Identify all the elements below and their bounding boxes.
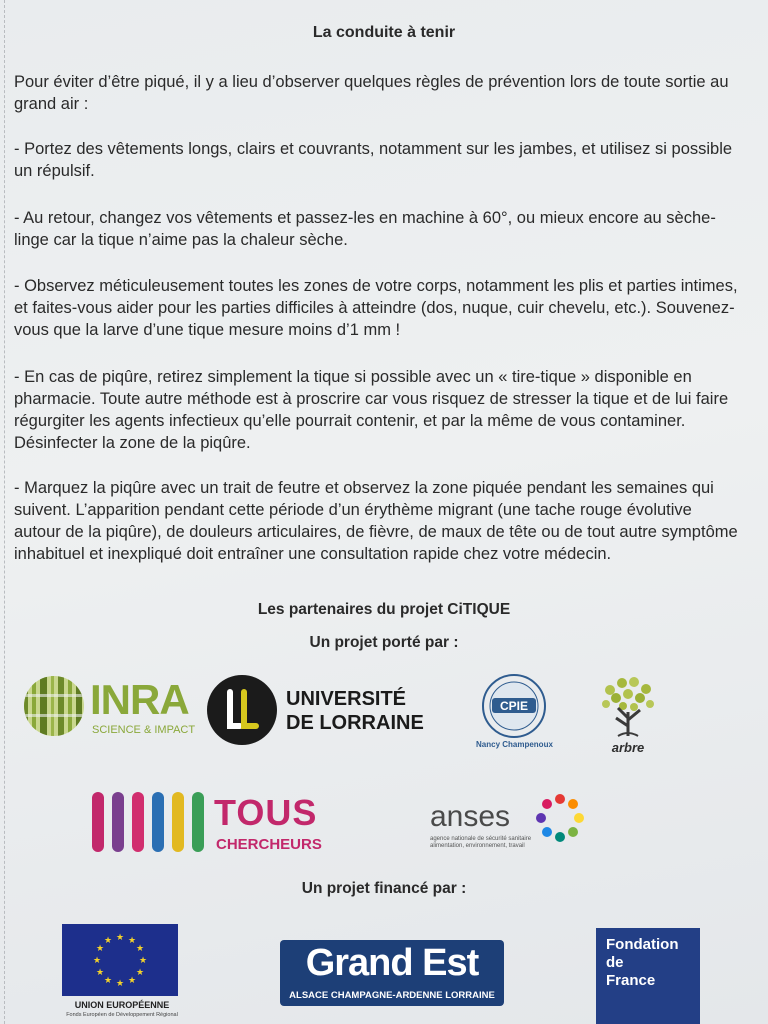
paragraph-inspection: - Observez méticuleusement toutes les zones de votre corps, notamment les plis et parties intimes, et faites-vous aider pour les parties difficiles à atteindre (dos, nuque, cuir chevelu, etc.). Souvenez-vous que la larve d’une tique mesure moins d’1 mm !: [14, 277, 738, 339]
arbre-logo: [596, 674, 660, 758]
anses-tagline1: agence nationale de sécurité sanitaire: [430, 836, 532, 842]
funded-heading: Un projet financé par :: [301, 880, 467, 897]
svg-text:★: ★: [135, 944, 145, 954]
fold-line: [4, 0, 5, 1024]
paragraph-return: - Au retour, changez vos vêtements et passez-les en machine à 60°, ou mieux encore au sèche-linge car la tique n’aime pas la chaleur sèche.: [14, 209, 716, 249]
anses-name: anses: [430, 800, 511, 833]
svg-text:★: ★: [95, 968, 105, 978]
svg-text:★: ★: [115, 979, 125, 989]
page-title: La conduite à tenir: [312, 24, 456, 41]
svg-text:★: ★: [95, 944, 105, 954]
paragraph-bite: - En cas de piqûre, retirez simplement la tique si possible avec un « tire-tique » disponible en pharmacie. Toute autre méthode est à proscrire car vous risquez de stresser la tique et de lui faire régurgiter les agents infectieux qu’elle pourrait contenir, et par la même de vous contaminer. Désinfecter la zone de la piqûre.: [14, 368, 729, 452]
ul-line2: DE LORRAINE: [286, 712, 424, 734]
anses-tagline2: alimentation, environnement, travail: [430, 843, 525, 849]
eu-name: UNION EUROPÉENNE: [74, 1000, 170, 1010]
tree-icon: [596, 674, 660, 740]
grandest-name: Grand Est: [305, 942, 479, 984]
test-tubes-icon: [90, 790, 206, 856]
cpie-logo: [476, 674, 553, 752]
tous-line1: TOUS: [214, 792, 318, 833]
eu-flag-icon: [62, 924, 178, 996]
paragraph-follow-up: - Marquez la piqûre avec un trait de feutre et observez la zone piquée pendant les semaines qui suivent. L’apparition pendant cette période d’un érythème migrant (une tache rouge évolutive autour de la piqûre), de douleurs articulaires, de fièvre, de maux de tête ou de tout autre symptôme inhabituel et inexpliqué doit entraîner une consultation rapide chez votre médecin.: [14, 479, 738, 563]
fondation-de-france-logo: [596, 928, 700, 1024]
paragraph-intro: Pour éviter d’être piqué, il y a lieu d’observer quelques règles de prévention lors de toute sortie au grand air :: [14, 73, 729, 113]
svg-text:★: ★: [103, 976, 113, 986]
tous-line2: CHERCHEURS: [216, 836, 322, 853]
ul-emblem-icon: [206, 674, 278, 746]
fondation-line3: France: [606, 972, 656, 989]
universite-de-lorraine-logo: [206, 674, 424, 746]
ul-line1: UNIVERSITÉ: [286, 688, 407, 710]
anses-logo: [430, 790, 590, 850]
svg-text:★: ★: [103, 936, 113, 946]
fondation-line2: de: [606, 954, 624, 971]
svg-text:★: ★: [135, 968, 145, 978]
inra-name: INRA: [90, 676, 189, 723]
carried-heading: Un projet porté par :: [309, 634, 459, 651]
tous-chercheurs-logo: [90, 790, 330, 860]
svg-text:★: ★: [92, 956, 102, 966]
svg-text:★: ★: [115, 933, 125, 943]
paragraph-clothing: - Portez des vêtements longs, clairs et couvrants, notamment sur les jambes, et utilisez si possible un répulsif.: [14, 140, 733, 180]
inra-tagline: SCIENCE & IMPACT: [92, 724, 196, 736]
partners-heading: Les partenaires du projet CiTIQUE: [257, 601, 511, 618]
cpie-name: CPIE: [499, 699, 528, 713]
eu-sub: Fonds Européen de Développement Régional: [66, 1012, 178, 1018]
svg-text:★: ★: [138, 956, 148, 966]
inra-logo: [22, 670, 196, 745]
grandest-sub: ALSACE CHAMPAGNE-ARDENNE LORRAINE: [289, 990, 495, 1001]
svg-text:★: ★: [127, 936, 137, 946]
svg-text:★: ★: [127, 976, 137, 986]
grand-est-logo: [280, 940, 504, 1006]
anses-flower-icon: [534, 792, 586, 844]
inra-emblem-icon: [22, 674, 86, 738]
union-europeenne-logo: [54, 922, 190, 1022]
fondation-line1: Fondation: [606, 936, 679, 953]
arbre-name: arbre: [611, 740, 645, 755]
cpie-caption: Nancy Champenoux: [476, 740, 553, 749]
